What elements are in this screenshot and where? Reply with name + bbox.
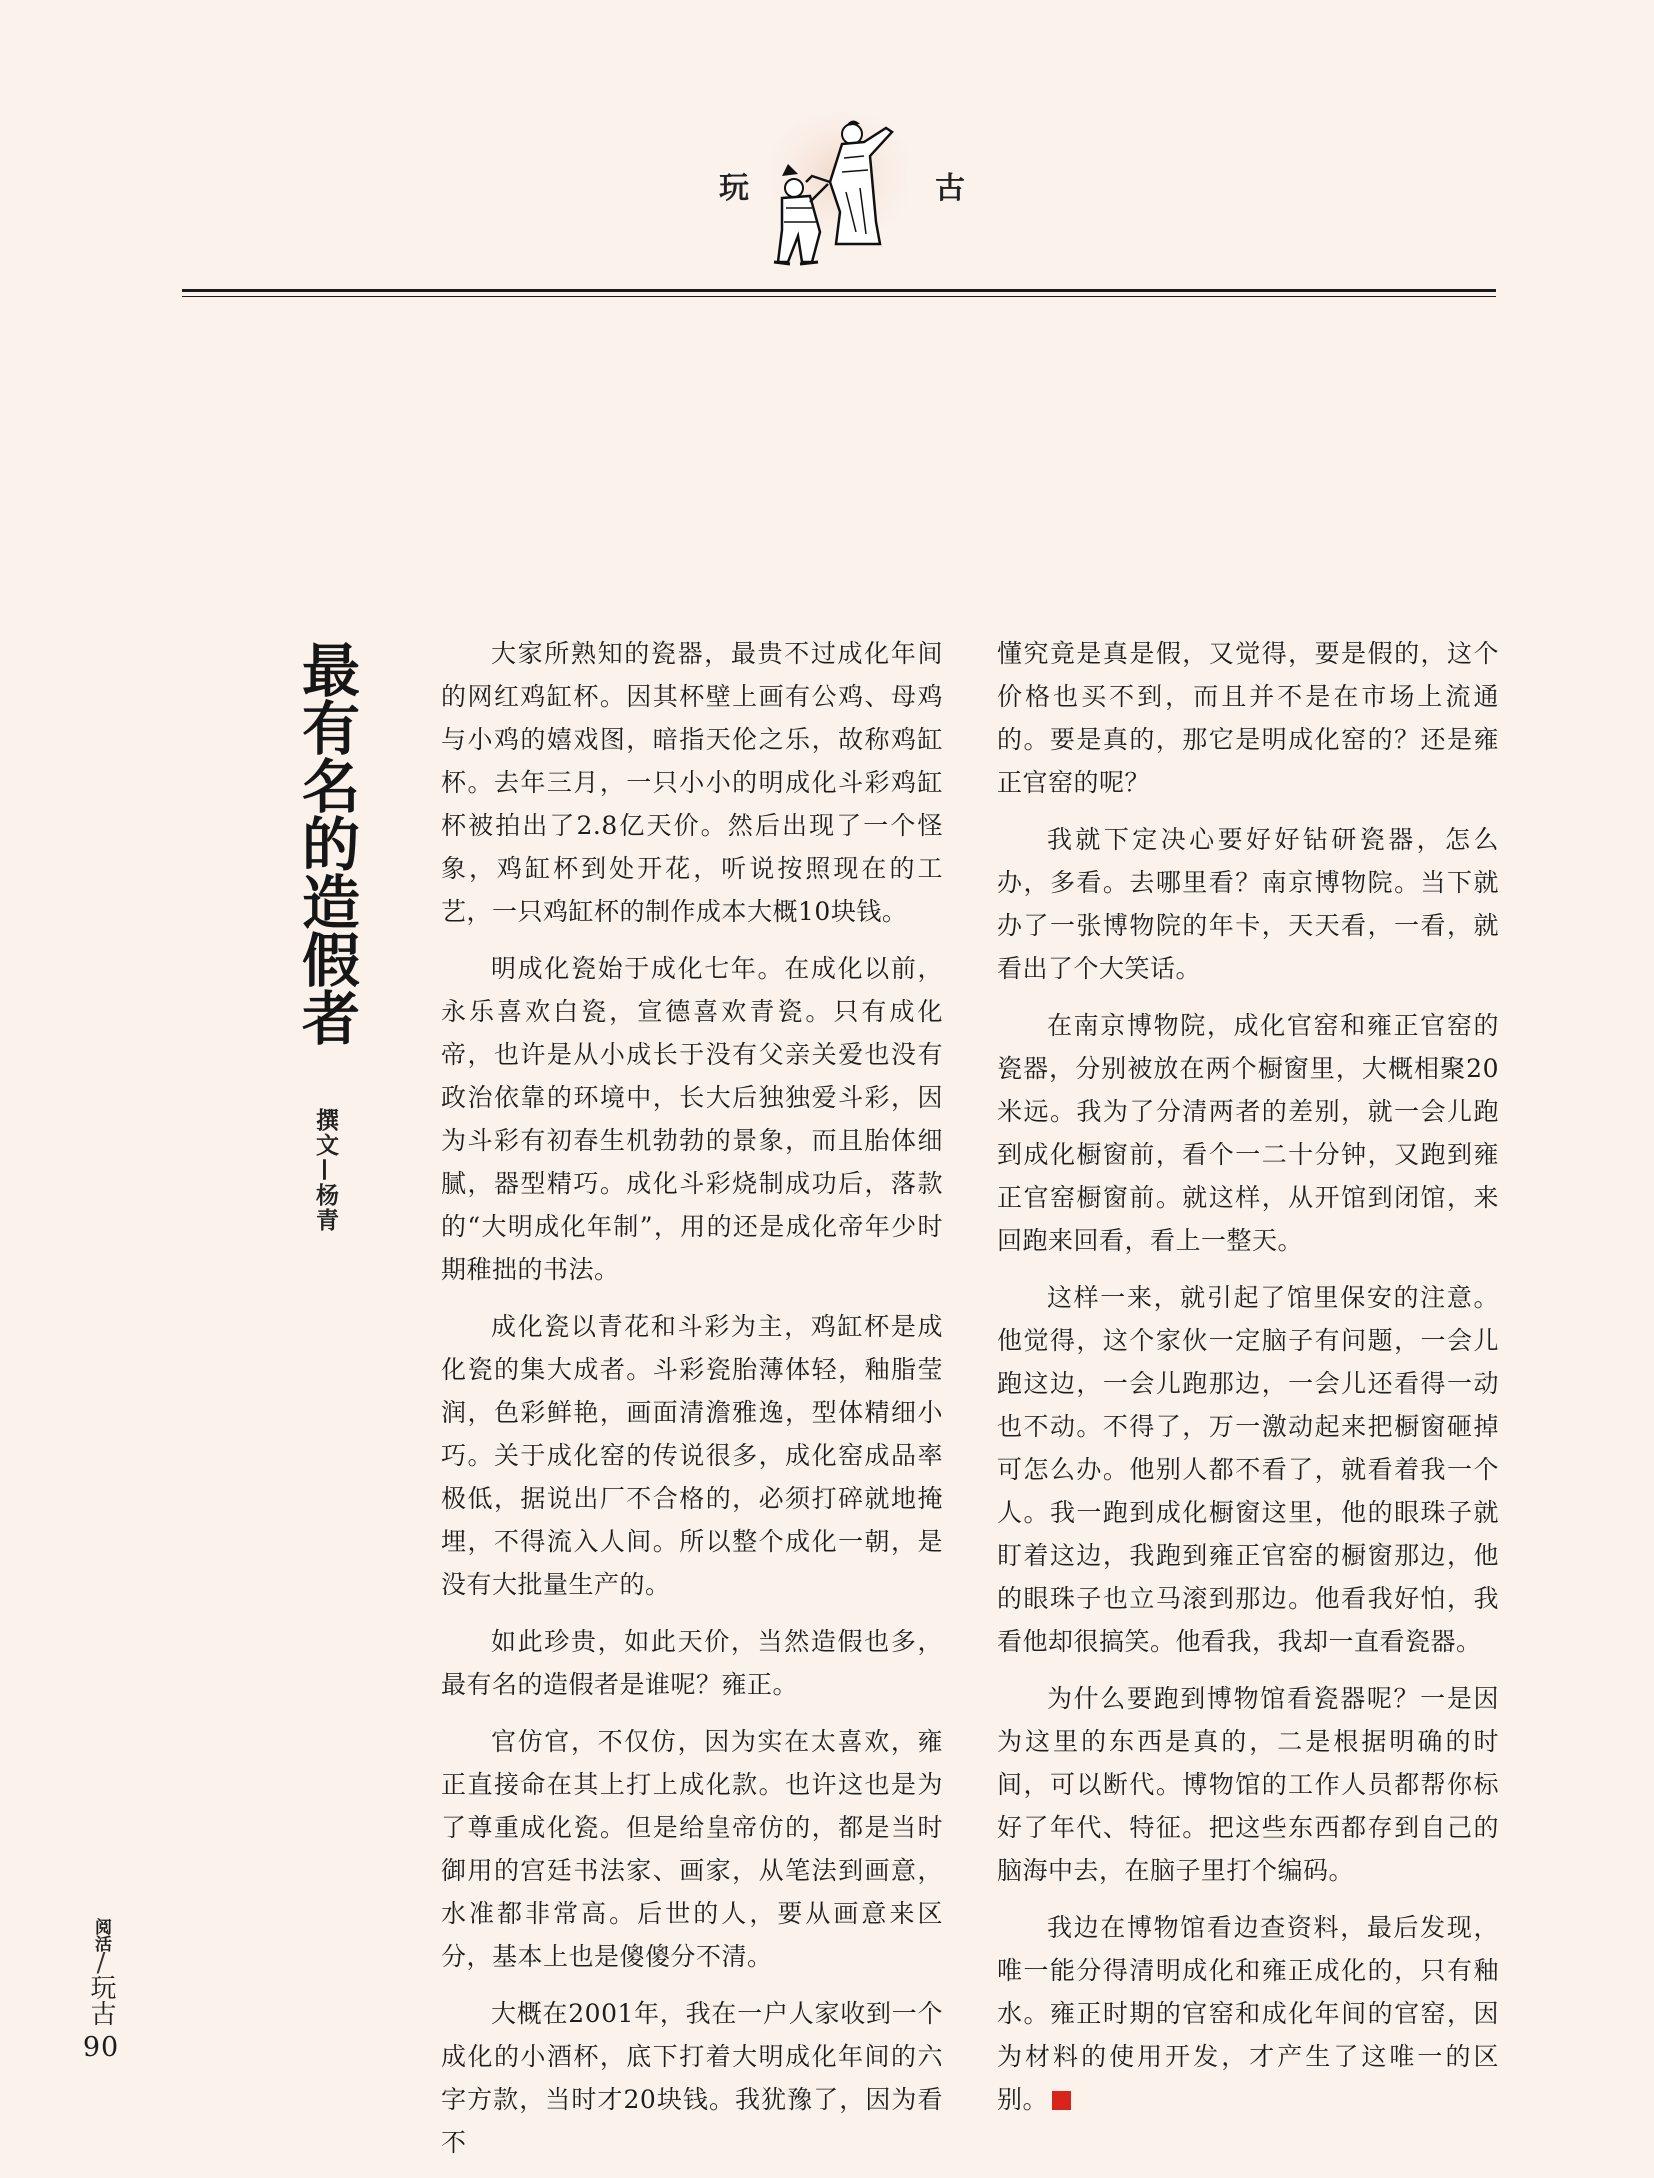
left-column <box>441 632 943 2178</box>
paragraph: 我就下定决心要好好钻研瓷器，怎么办，多看。去哪里看？南京博物院。当下就办了一张博物院的年卡，天天看，一看，就看出了个大笑话。 <box>997 825 1499 983</box>
paragraph: 成化瓷以青花和斗彩为主，鸡缸杯是成化瓷的集大成者。斗彩瓷胎薄体轻，釉脂莹润，色彩鲜艳，画面清澹雅逸，型体精细小巧。关于成化窑的传说很多，成化窑成品率极低，据说出厂不合格的，必须打碎就地掩埋，不得流入人间。所以整个成化一朝，是没有大批量生产的。 <box>441 1312 943 1599</box>
folio <box>76 1918 126 2063</box>
paragraph: 大家所熟知的瓷器，最贵不过成化年间的网红鸡缸杯。因其杯壁上画有公鸡、母鸡与小鸡的嬉戏图，暗指天伦之乐，故称鸡缸杯。去年三月，一只小小的明成化斗彩鸡缸杯被拍出了2.8亿天价。然后出现了一个怪象，鸡缸杯到处开花，听说按照现在的工艺，一只鸡缸杯的制作成本大概10块钱。 <box>441 639 943 926</box>
page-header <box>0 0 1654 300</box>
paragraph-last <box>997 1906 1499 2121</box>
right-column <box>997 632 1499 2135</box>
header-rule-thin <box>182 296 1496 297</box>
paragraph-continuation: 懂究竟是真是假，又觉得，要是假的，这个价格也买不到，而且并不是在市场上流通的。要是真的，那它是明成化窑的？还是雍正官窑的呢？ <box>997 639 1499 797</box>
paragraph: 官仿官，不仅仿，因为实在太喜欢，雍正直接命在其上打上成化款。也许这也是为了尊重成化瓷。但是给皇帝仿的，都是当时御用的宫廷书法家、画家，从笔法到画意，水准都非常高。后世的人，要从画意来区分，基本上也是傻傻分不清。 <box>441 1727 943 1971</box>
header-left-char: 玩 <box>719 171 749 206</box>
paragraph: 这样一来，就引起了馆里保安的注意。他觉得，这个家伙一定脑子有问题，一会儿跑这边，一会儿跑那边，一会儿还看得一动也不动。不得了，万一激动起来把橱窗砸掉可怎么办。他别人都不看了，就看着我一个人。我一跑到成化橱窗这里，他的眼珠子就盯着这边，我跑到雍正官窑的橱窗那边，他的眼珠子也立马滚到那边。他看我好怕，我看他却很搞笑。他看我，我却一直看瓷器。 <box>997 1283 1499 1656</box>
folio-magazine: 阅活 <box>91 1918 111 1952</box>
article-title: 最有名的造假者 <box>292 640 360 1046</box>
two-figures-woodcut-icon <box>752 112 918 284</box>
folio-slash: / <box>96 1948 106 1978</box>
folio-section: 玩古 <box>86 1974 116 2026</box>
paragraph: 在南京博物院，成化官窑和雍正官窑的瓷器，分别被放在两个橱窗里，大概相聚20米远。我为了分清两者的差别，就一会儿跑到成化橱窗前，看个一二十分钟，又跑到雍正官窑橱窗前。就这样，从开馆到闭馆，来回跑来回看，看上一整天。 <box>997 1011 1499 1255</box>
page-number: 90 <box>82 2032 120 2063</box>
paragraph: 明成化瓷始于成化七年。在成化以前，永乐喜欢白瓷，宣德喜欢青瓷。只有成化帝，也许是从小成长于没有父亲关爱也没有政治依靠的环境中，长大后独独爱斗彩，因为斗彩有初春生机勃勃的景象，而且胎体细腻，器型精巧。成化斗彩烧制成功后，落款的“大明成化年制”，用的还是成化帝年少时期稚拙的书法。 <box>441 954 943 1284</box>
paragraph: 为什么要跑到博物馆看瓷器呢？一是因为这里的东西是真的，二是根据明确的时间，可以断代。博物馆的工作人员都帮你标好了年代、特征。把这些东西都存到自己的脑海中去，在脑子里打个编码。 <box>997 1684 1499 1885</box>
article-byline: 撰文—杨青 <box>312 1108 338 1233</box>
paragraph: 大概在2001年，我在一户人家收到一个成化的小酒杯，底下打着大明成化年间的六字方款，当时才20块钱。我犹豫了，因为看不 <box>441 1999 943 2157</box>
paragraph: 如此珍贵，如此天价，当然造假也多，最有名的造假者是谁呢？雍正。 <box>441 1627 943 1699</box>
end-mark-icon <box>1052 2091 1071 2110</box>
paragraph-text: 我边在博物馆看边查资料，最后发现，唯一能分得清明成化和雍正成化的，只有釉水。雍正时期的官窑和成化年间的官窑，因为材料的使用开发，才产生了这唯一的区别。 <box>997 1913 1499 2114</box>
header-right-char: 古 <box>935 171 965 206</box>
header-rule-thick <box>182 289 1496 292</box>
